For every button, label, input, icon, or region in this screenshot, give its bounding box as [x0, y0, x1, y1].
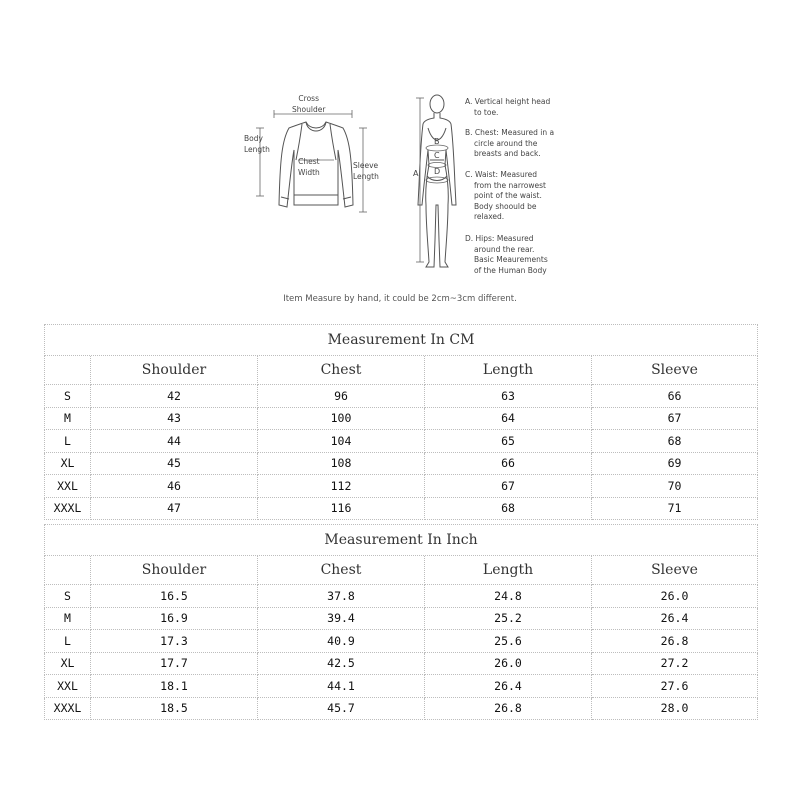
marker-b: B: [434, 137, 440, 146]
legend-b: B. Chest: Measured in a circle around the breasts and back.: [465, 128, 555, 159]
table-title: Measurement In CM: [44, 324, 758, 356]
sleeve-length-label: Sleeve Length: [353, 161, 379, 181]
header-cell: Length: [425, 556, 592, 585]
value-cell: 116: [258, 498, 425, 521]
value-cell: 64: [425, 408, 592, 431]
header-cell: [44, 556, 91, 585]
value-cell: 69: [592, 453, 758, 476]
value-cell: 26.0: [425, 653, 592, 676]
value-cell: 66: [425, 453, 592, 476]
value-cell: 26.0: [592, 585, 758, 608]
value-cell: 104: [258, 430, 425, 453]
header-cell: Length: [425, 356, 592, 385]
value-cell: 27.6: [592, 675, 758, 698]
header-cell: Shoulder: [91, 556, 258, 585]
value-cell: 63: [425, 385, 592, 408]
legend-a: A. Vertical height head to toe.: [465, 97, 551, 117]
size-cell: M: [44, 608, 91, 631]
value-cell: 43: [91, 408, 258, 431]
size-cell: XXL: [44, 675, 91, 698]
table-header-row: [44, 556, 758, 585]
table-row: [44, 608, 758, 631]
table-row: [44, 585, 758, 608]
marker-c: C: [434, 151, 440, 160]
value-cell: 28.0: [592, 698, 758, 721]
value-cell: 26.4: [592, 608, 758, 631]
value-cell: 45: [91, 453, 258, 476]
size-cell: XL: [44, 453, 91, 476]
table-row: [44, 453, 758, 476]
value-cell: 47: [91, 498, 258, 521]
body-length-label: Body Length: [244, 134, 270, 154]
header-cell: Chest: [258, 356, 425, 385]
header-cell: Sleeve: [592, 356, 758, 385]
value-cell: 37.8: [258, 585, 425, 608]
value-cell: 26.8: [592, 630, 758, 653]
value-cell: 68: [592, 430, 758, 453]
table-row: [44, 385, 758, 408]
size-table-cm: [44, 324, 758, 520]
value-cell: 67: [592, 408, 758, 431]
size-cell: XXL: [44, 475, 91, 498]
value-cell: 67: [425, 475, 592, 498]
value-cell: 18.1: [91, 675, 258, 698]
header-cell: Shoulder: [91, 356, 258, 385]
value-cell: 44.1: [258, 675, 425, 698]
value-cell: 108: [258, 453, 425, 476]
measure-note: Item Measure by hand, it could be 2cm~3cm different.: [283, 294, 517, 304]
chest-width-label: Chest Width: [298, 157, 320, 177]
value-cell: 112: [258, 475, 425, 498]
size-cell: S: [44, 385, 91, 408]
size-cell: L: [44, 430, 91, 453]
value-cell: 45.7: [258, 698, 425, 721]
value-cell: 17.3: [91, 630, 258, 653]
table-row: [44, 675, 758, 698]
table-row: [44, 630, 758, 653]
value-cell: 40.9: [258, 630, 425, 653]
cross-shoulder-label: Cross Shoulder: [292, 94, 326, 114]
table-header-row: [44, 356, 758, 385]
value-cell: 42: [91, 385, 258, 408]
diagram-drawing: [0, 0, 800, 315]
value-cell: 26.8: [425, 698, 592, 721]
table-row: [44, 475, 758, 498]
table-row: [44, 408, 758, 431]
header-cell: [44, 356, 91, 385]
size-table-inch: [44, 524, 758, 720]
value-cell: 70: [592, 475, 758, 498]
value-cell: 65: [425, 430, 592, 453]
legend-c: C. Waist: Measured from the narrowest point of the waist. Body shoould be relaxed.: [465, 170, 546, 222]
size-cell: S: [44, 585, 91, 608]
marker-d: D: [434, 167, 441, 176]
value-cell: 39.4: [258, 608, 425, 631]
value-cell: 27.2: [592, 653, 758, 676]
size-cell: L: [44, 630, 91, 653]
value-cell: 42.5: [258, 653, 425, 676]
value-cell: 24.8: [425, 585, 592, 608]
size-cell: XXXL: [44, 698, 91, 721]
value-cell: 25.2: [425, 608, 592, 631]
marker-a: A: [413, 169, 419, 178]
measurement-diagram: [0, 0, 800, 315]
value-cell: 26.4: [425, 675, 592, 698]
value-cell: 16.5: [91, 585, 258, 608]
value-cell: 25.6: [425, 630, 592, 653]
value-cell: 16.9: [91, 608, 258, 631]
value-cell: 68: [425, 498, 592, 521]
value-cell: 71: [592, 498, 758, 521]
value-cell: 46: [91, 475, 258, 498]
human-figure: [418, 95, 456, 267]
size-cell: M: [44, 408, 91, 431]
table-row: [44, 498, 758, 521]
value-cell: 96: [258, 385, 425, 408]
header-cell: Sleeve: [592, 556, 758, 585]
table-row: [44, 698, 758, 721]
header-cell: Chest: [258, 556, 425, 585]
table-row: [44, 653, 758, 676]
table-title: Measurement In Inch: [44, 524, 758, 556]
value-cell: 17.7: [91, 653, 258, 676]
value-cell: 100: [258, 408, 425, 431]
size-cell: XL: [44, 653, 91, 676]
value-cell: 66: [592, 385, 758, 408]
value-cell: 18.5: [91, 698, 258, 721]
table-row: [44, 430, 758, 453]
size-cell: XXXL: [44, 498, 91, 521]
legend-d: D. Hips: Measured around the rear. Basic Meaurements of the Human Body: [465, 234, 548, 275]
value-cell: 44: [91, 430, 258, 453]
